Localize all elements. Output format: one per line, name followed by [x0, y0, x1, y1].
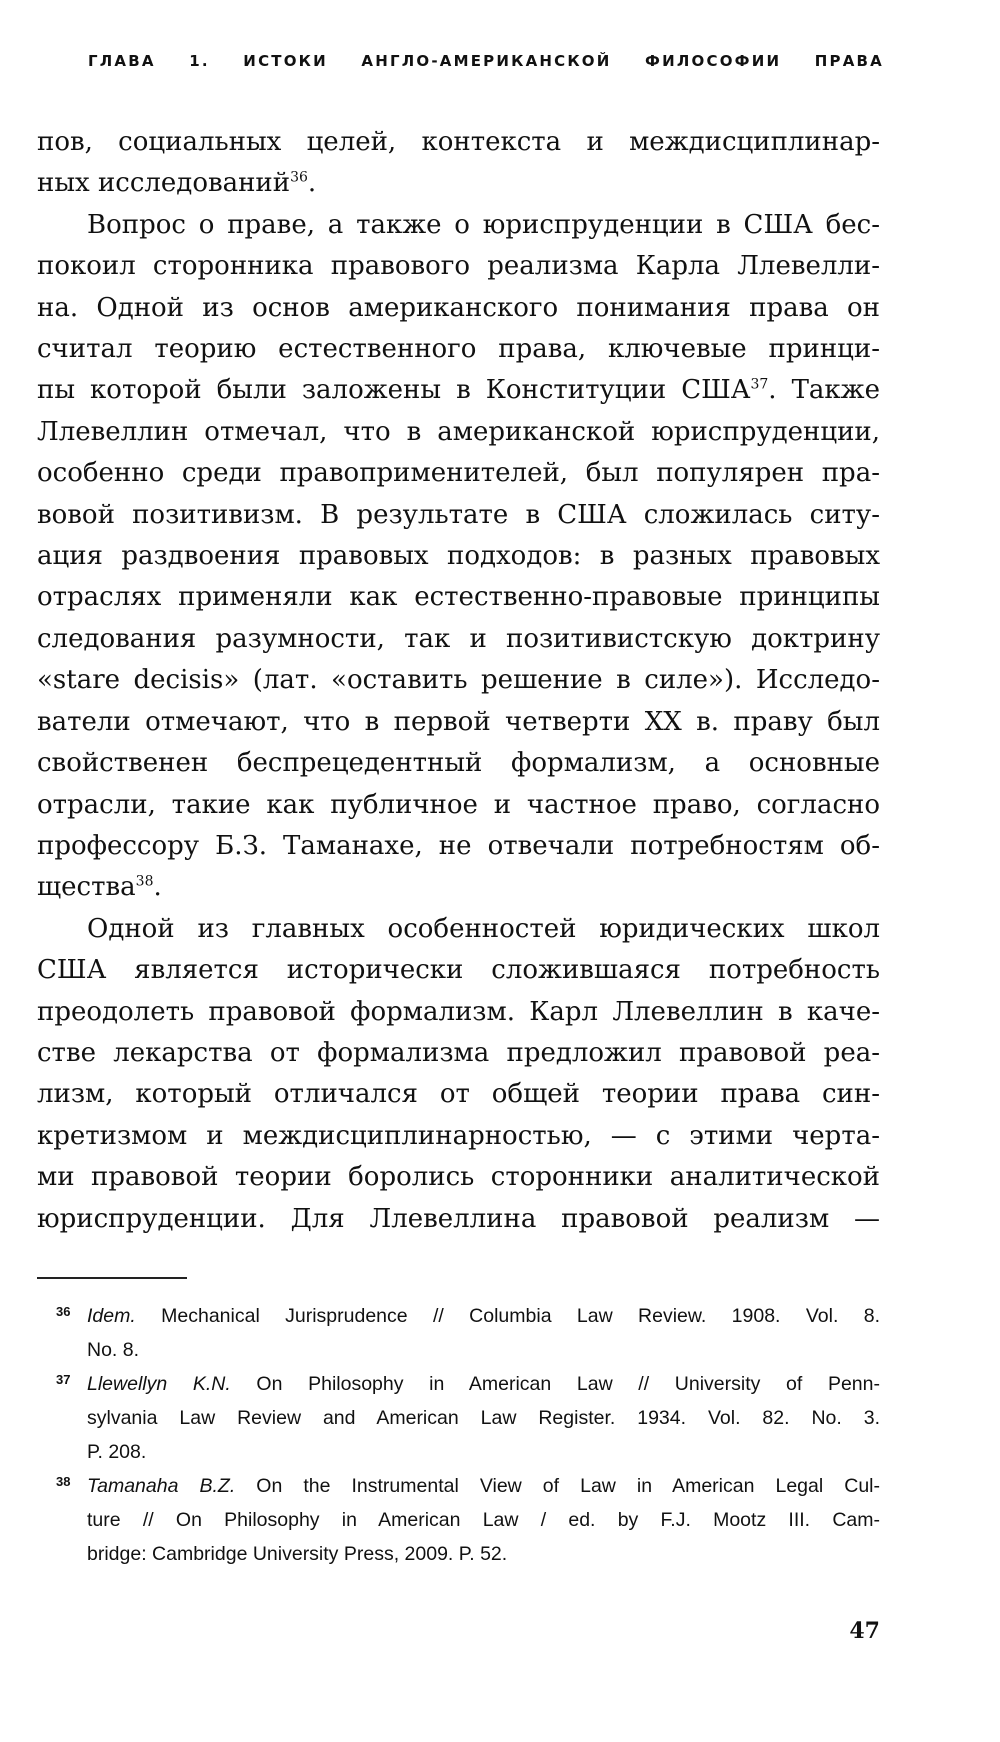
text-line: Ллевеллин отмечал, что в американской юриспруденции, [37, 416, 880, 447]
text-line [37, 370, 880, 411]
page-number: 47 [849, 1618, 880, 1644]
running-header: ГЛАВА 1. ИСТОКИ АНГЛО-АМЕРИКАНСКОЙ ФИЛОСОФИИ ПРАВА [88, 52, 884, 70]
text-line [37, 163, 880, 204]
footnote-line: bridge: Cambridge University Press, 2009. P. 52. [87, 1543, 508, 1565]
footnotes [37, 1299, 880, 1571]
text-line: ация раздвоения правовых подходов: в разных правовых [37, 541, 880, 572]
footnote-line [87, 1469, 880, 1503]
text-line: профессору Б.З. Таманахе, не отвечали потребностям об- [37, 830, 880, 861]
text-line: стве лекарства от формализма предложил правовой реа- [37, 1037, 880, 1068]
text-segment: ных исследований [37, 168, 291, 199]
text-line: вовой позитивизм. В результате в США сложилась ситу- [37, 499, 880, 530]
body-text [37, 122, 880, 1240]
text-line: отрасли, такие как публичное и частное право, согласно [37, 789, 880, 820]
footnote-line: ture // On Philosophy in American Law / ed. by F.J. Mootz III. Cam- [87, 1509, 880, 1531]
footnote-line [87, 1367, 880, 1401]
text-line: ми правовой теории боролись сторонники аналитической [37, 1162, 880, 1193]
footnote-line: sylvania Law Review and American Law Register. 1934. Vol. 82. No. 3. [87, 1407, 880, 1429]
text-line: Одной из главных особенностей юридических школ [87, 913, 880, 944]
footnote-line: P. 208. [87, 1441, 147, 1463]
footnote-36 [37, 1299, 880, 1367]
text-line: лизм, который отличался от общей теории права син- [37, 1079, 880, 1110]
text-segment: . [307, 168, 317, 199]
text-line: свойственен беспрецедентный формализм, а основные [37, 748, 880, 779]
text-line: кретизмом и междисциплинарностью, — с этими черта- [37, 1120, 880, 1151]
footnote-divider [37, 1277, 187, 1279]
footnote-author: Llewellyn K.N. [87, 1373, 231, 1395]
text-segment: щества [37, 872, 136, 903]
footnote-ref[interactable]: 38 [135, 873, 154, 890]
text-line: на. Одной из основ американского понимания права он [37, 292, 880, 323]
footnote-number: 38 [56, 1474, 71, 1489]
text-segment: On Philosophy in American Law // University of Penn- [230, 1373, 880, 1395]
footnote-37 [37, 1367, 880, 1469]
text-segment: . [153, 872, 162, 903]
text-line: считал теорию естественного права, ключевые принци- [37, 334, 880, 365]
text-line: «stare decisis» (лат. «оставить решение в силе»). Исследо- [37, 665, 880, 696]
text-line: особенно среди правоприменителей, был популярен пра- [37, 458, 880, 489]
footnote-line: No. 8. [87, 1339, 140, 1361]
text-line: Вопрос о праве, а также о юриспруденции в США бес- [87, 209, 880, 240]
text-line: отраслях применяли как естественно-правовые принципы [37, 582, 880, 613]
text-line: юриспруденции. Для Ллевеллина правовой реализм — [37, 1203, 880, 1234]
footnote-number: 36 [56, 1304, 71, 1319]
footnote-author: Tamanaha B.Z. [87, 1475, 236, 1497]
footnote-number: 37 [56, 1372, 71, 1387]
footnote-ref[interactable]: 37 [750, 376, 769, 393]
footnote-38 [37, 1469, 880, 1571]
text-line [37, 867, 880, 908]
text-line: США является исторически сложившаяся потребность [37, 955, 880, 986]
text-segment: пы которой были заложены в Конституции США [37, 375, 751, 406]
text-line: ватели отмечают, что в первой четверти XX в. праву был [37, 706, 880, 737]
text-segment: On the Instrumental View of Law in American Legal Cul- [235, 1475, 880, 1497]
text-segment: Mechanical Jurisprudence // Columbia Law Review. 1908. Vol. 8. [135, 1305, 880, 1327]
footnote-author: Idem. [87, 1305, 136, 1327]
text-line: покоил сторонника правового реализма Карла Ллевелли- [37, 251, 880, 282]
footnote-line [87, 1299, 880, 1333]
text-line: преодолеть правовой формализм. Карл Ллевеллин в каче- [37, 996, 880, 1027]
text-line: следования разумности, так и позитивистскую доктрину [37, 623, 880, 654]
text-segment: . Также [768, 375, 880, 406]
text-line: пов, социальных целей, контекста и междисциплинар- [37, 127, 880, 157]
footnote-ref[interactable]: 36 [290, 169, 308, 186]
